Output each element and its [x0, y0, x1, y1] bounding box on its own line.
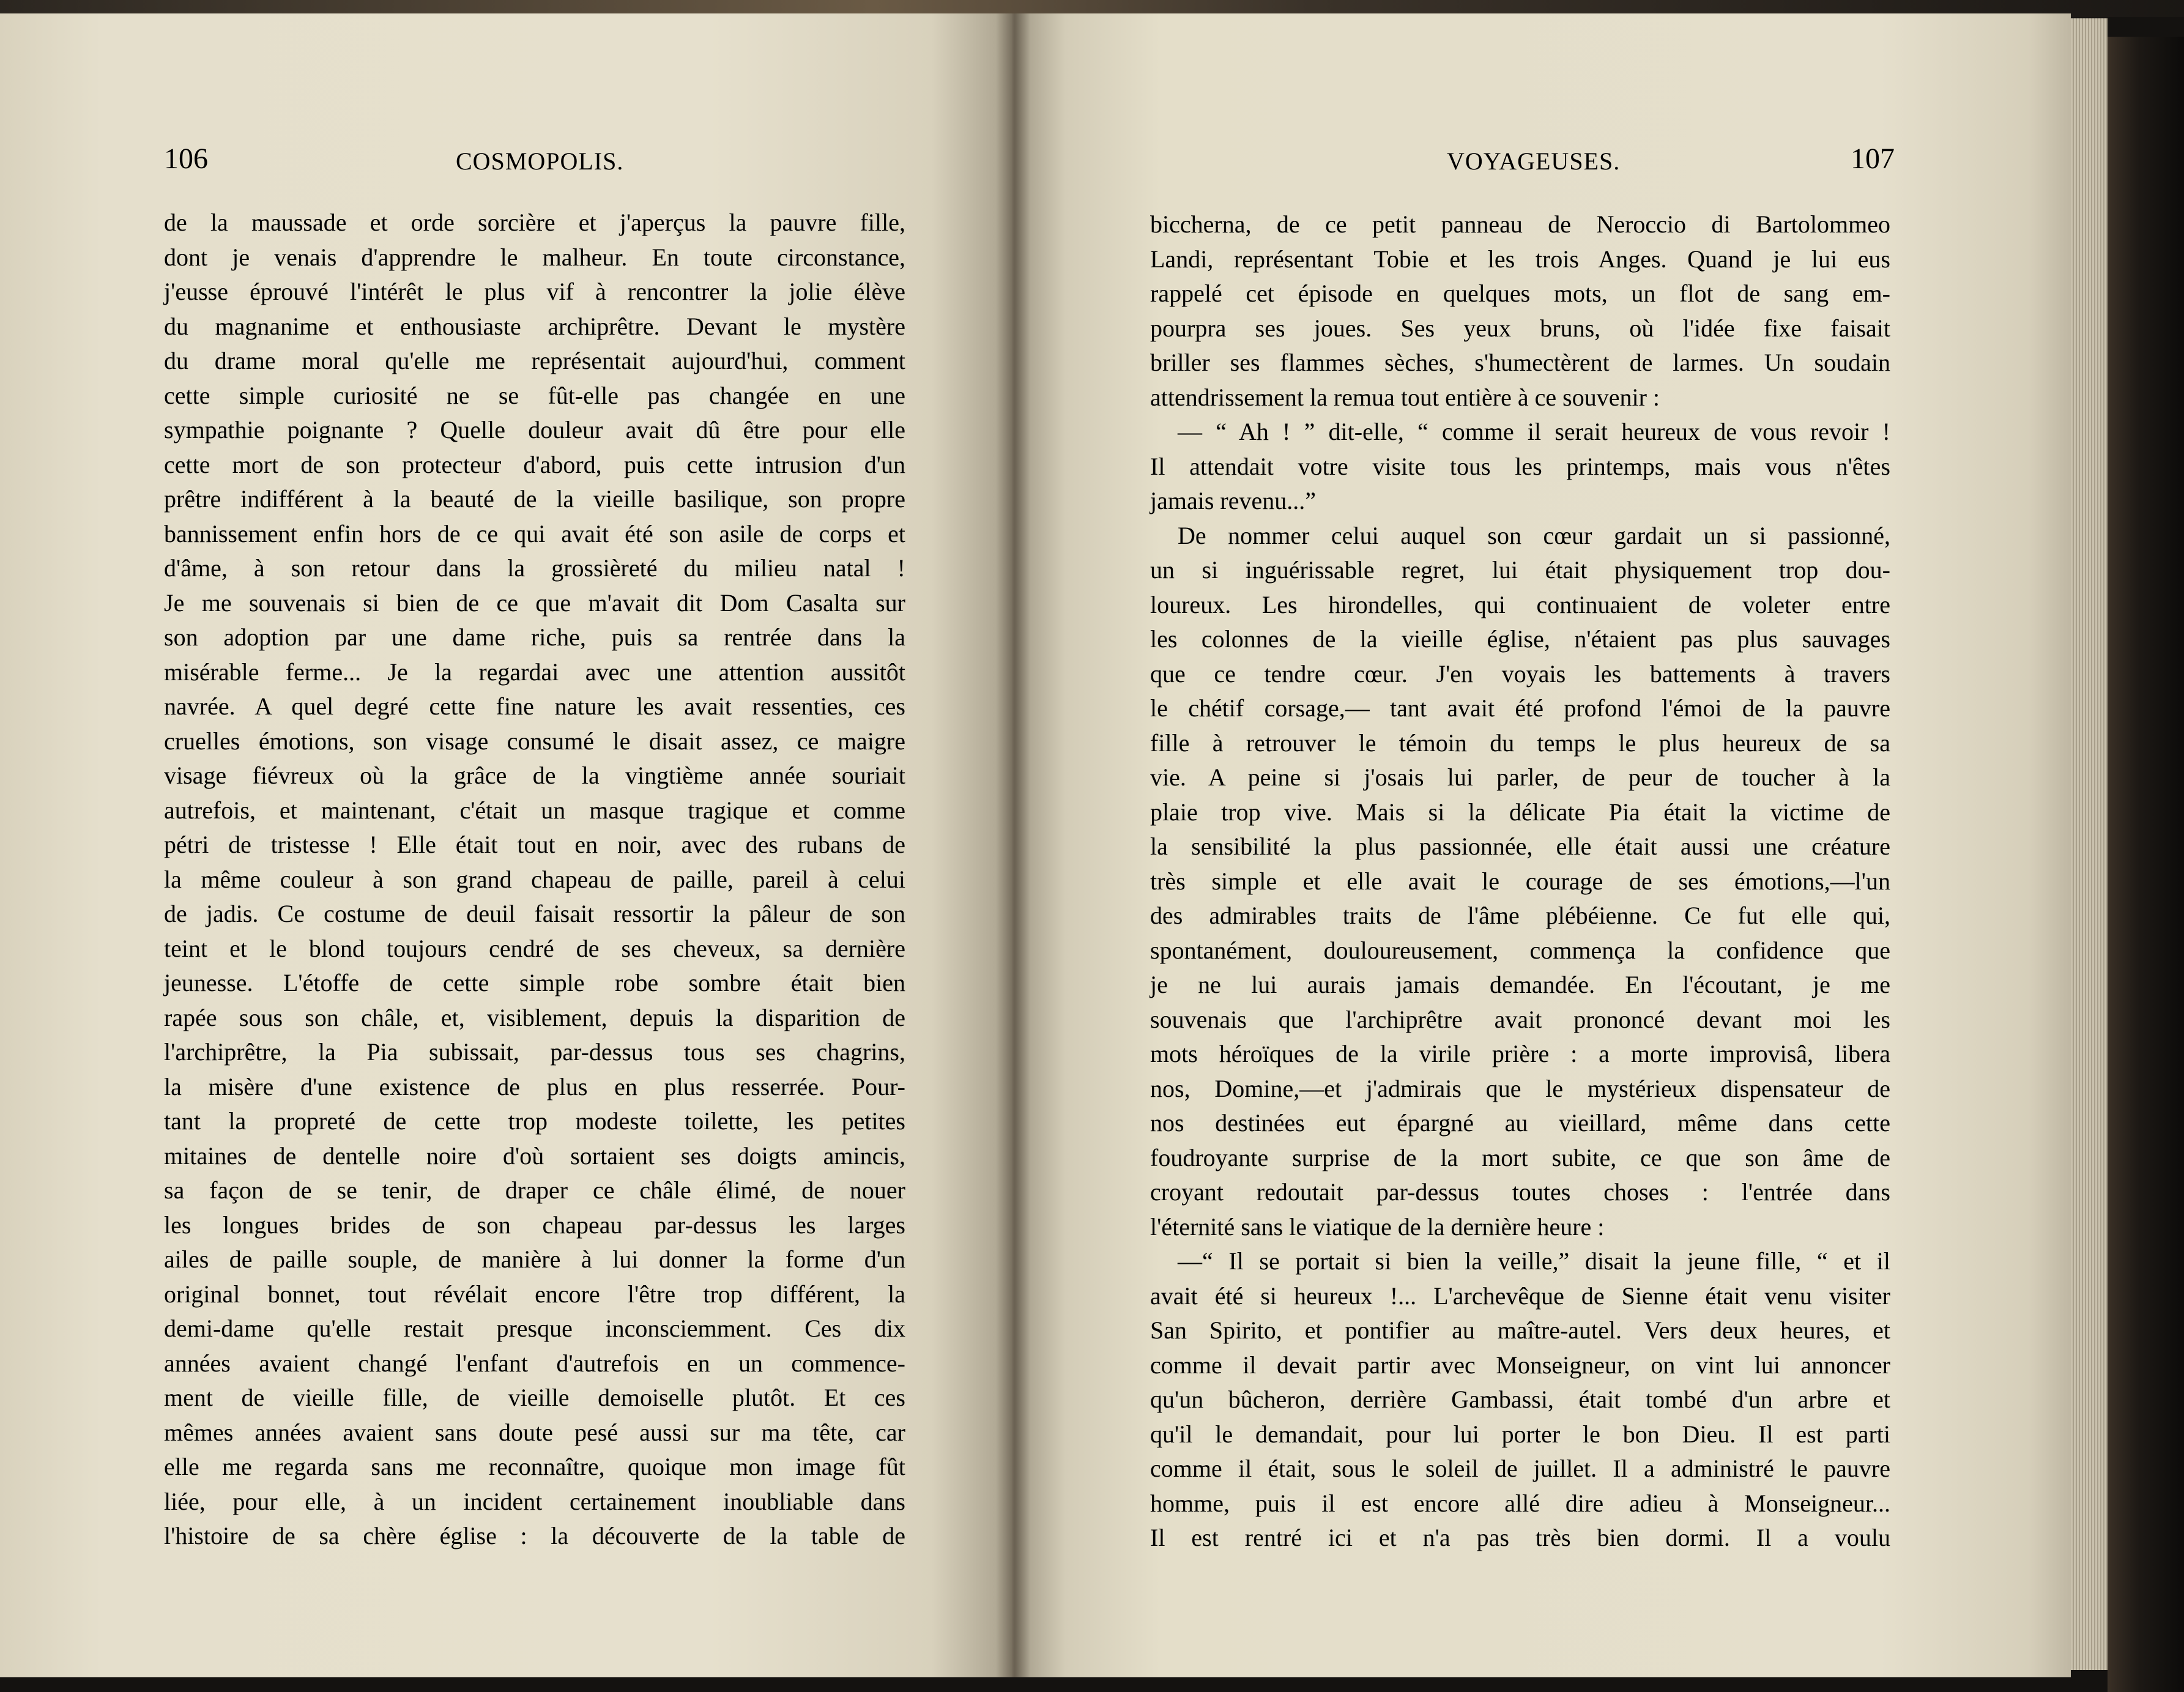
text-line: rapée sous son châle, et, visiblement, depuis la disparition de	[164, 1003, 905, 1031]
text-line: prêtre indifférent à la beauté de la vieille basilique, son propre	[164, 485, 905, 513]
text-line: avait été si heureux !... L'archevêque de Sienne était venu visiter	[1150, 1282, 1890, 1310]
text-line: les longues brides de son chapeau par-dessus les larges	[164, 1211, 905, 1239]
text-line: biccherna, de ce petit panneau de Neroccio di Bartolommeo	[1150, 210, 1890, 238]
text-line: les colonnes de la vieille église, n'étaient pas plus sauvages	[1150, 625, 1890, 653]
text-line: Il est rentré ici et n'a pas très bien dormi. Il a voulu	[1150, 1524, 1890, 1551]
text-line: du magnanime et enthousiaste archiprêtre. Devant le mystère	[164, 312, 905, 340]
text-line: années avaient changé l'enfant d'autrefois en un commence-	[164, 1349, 905, 1377]
text-line: son adoption par une dame riche, puis sa rentrée dans la	[164, 623, 905, 651]
text-line: croyant redoutait par-dessus toutes choses : l'entrée dans	[1150, 1178, 1890, 1206]
text-line: souvenais que l'archiprêtre avait prononcé devant moi les	[1150, 1005, 1890, 1033]
text-line: cruelles émotions, son visage consumé le disait assez, ce maigre	[164, 727, 905, 755]
text-line: du drame moral qu'elle me représentait aujourd'hui, comment	[164, 347, 905, 374]
text-line: cette simple curiosité ne se fût-elle pas changée en une	[164, 381, 905, 409]
text-line: briller ses flammes sèches, s'humectèrent de larmes. Un soudain	[1150, 349, 1890, 376]
text-line: — “ Ah ! ” dit-elle, “ comme il serait heureux de vous revoir !	[1178, 418, 1890, 445]
text-line: Il attendait votre visite tous les printemps, mais vous n'êtes	[1150, 452, 1890, 480]
text-line: comme il était, sous le soleil de juillet. Il a administré le pauvre	[1150, 1455, 1890, 1482]
text-line: l'histoire de sa chère église : la découverte de la table de	[164, 1522, 905, 1549]
text-line: jeunesse. L'étoffe de cette simple robe sombre était bien	[164, 969, 905, 996]
text-line: très simple et elle avait le courage de ses émotions,—l'un	[1150, 867, 1890, 895]
text-line: nos destinées eut épargné au vieillard, même dans cette	[1150, 1109, 1890, 1137]
text-line: homme, puis il est encore allé dire adieu à Monseigneur...	[1150, 1489, 1890, 1517]
text-line: l'archiprêtre, la Pia subissait, par-dessus tous ses chagrins,	[164, 1038, 905, 1066]
text-line: bannissement enfin hors de ce qui avait été son asile de corps et	[164, 519, 905, 547]
text-line: la sensibilité la plus passionnée, elle était aussi une créature	[1150, 833, 1890, 860]
text-line: jamais revenu...”	[1150, 487, 1316, 514]
text-line: rappelé cet épisode en quelques mots, un flot de sang em-	[1150, 280, 1890, 307]
text-line: le chétif corsage,— tant avait été profond l'émoi de la pauvre	[1150, 694, 1890, 722]
text-line: San Spirito, et pontifier au maître-autel. Vers deux heures, et	[1150, 1316, 1890, 1344]
left-running-head: COSMOPOLIS.	[456, 147, 624, 175]
text-line: mitaines de dentelle noire d'où sortaient ses doigts amincis,	[164, 1141, 905, 1170]
right-body-text	[1150, 207, 1890, 1556]
text-line: que ce tendre cœur. J'en voyais les battements à travers	[1150, 659, 1890, 688]
text-line: elle me regarda sans me reconnaître, quoique mon image fût	[164, 1453, 905, 1480]
text-line: de la maussade et orde sorcière et j'aperçus la pauvre fille,	[164, 209, 905, 236]
left-page-number: 106	[164, 143, 208, 175]
text-line: sa façon de se tenir, de draper ce châle élimé, de nouer	[164, 1176, 905, 1204]
text-line: la misère d'une existence de plus en plus resserrée. Pour-	[164, 1072, 905, 1100]
right-running-head: VOYAGEUSES.	[1447, 147, 1621, 175]
text-line: pourpra ses joues. Ses yeux bruns, où l'idée fixe faisait	[1150, 314, 1890, 342]
text-line: demi-dame qu'elle restait presque inconsciemment. Ces dix	[164, 1315, 905, 1342]
text-line: tant la propreté de cette trop modeste toilette, les petites	[164, 1107, 905, 1135]
text-line: mots héroïques de la virile prière : a morte improvisâ, libera	[1150, 1040, 1890, 1067]
text-line: misérable ferme... Je la regardai avec une attention aussitôt	[164, 658, 905, 686]
text-line: des admirables traits de l'âme plébéienne. Ce fut elle qui,	[1150, 902, 1890, 929]
text-line: spontanément, douloureusement, commença la confidence que	[1150, 936, 1890, 964]
text-line: plaie trop vive. Mais si la délicate Pia était la victime de	[1150, 798, 1890, 826]
text-line: —“ Il se portait si bien la veille,” disait la jeune fille, “ et il	[1178, 1247, 1890, 1275]
text-line: qu'il le demandait, pour lui porter le bon Dieu. Il est parti	[1150, 1420, 1890, 1448]
book-cover-edge	[2108, 37, 2184, 1692]
text-line: attendrissement la remua tout entière à ce souvenir :	[1150, 383, 1660, 411]
text-line: original bonnet, tout révélait encore l'être trop différent, la	[164, 1280, 905, 1308]
text-line: ailes de paille souple, de manière à lui donner la forme d'un	[164, 1245, 905, 1273]
text-line: fille à retrouver le témoin du temps le plus heureux de sa	[1150, 729, 1890, 757]
right-page-number: 107	[1851, 143, 1895, 175]
book-gutter	[996, 13, 1030, 1677]
text-line: foudroyante surprise de la mort subite, ce que son âme de	[1150, 1143, 1890, 1171]
text-line: visage fiévreux où la grâce de la vingtième année souriait	[164, 762, 905, 789]
text-line: j'eusse éprouvé l'intérêt le plus vif à rencontrer la jolie élève	[164, 278, 905, 305]
text-line: Landi, représentant Tobie et les trois Anges. Quand je lui eus	[1150, 245, 1890, 273]
page-stack-edge	[2071, 18, 2108, 1670]
text-line: navrée. A quel degré cette fine nature les avait ressenties, ces	[164, 692, 905, 720]
text-line: teint et le blond toujours cendré de ses cheveux, sa dernière	[164, 934, 905, 962]
text-line: un si inguérissable regret, lui était physiquement trop dou-	[1150, 556, 1890, 584]
text-line: pétri de tristesse ! Elle était tout en noir, avec des rubans de	[164, 831, 905, 858]
left-body-text	[164, 206, 905, 1554]
text-line: je ne lui aurais jamais demandée. En l'écoutant, je me	[1150, 971, 1890, 998]
text-line: dont je venais d'apprendre le malheur. En toute circonstance,	[164, 243, 905, 271]
text-line: comme il devait partir avec Monseigneur, on vint lui annoncer	[1150, 1351, 1890, 1379]
text-line: loureux. Les hirondelles, qui continuaient de voleter entre	[1150, 590, 1890, 618]
text-line: Je me souvenais si bien de ce que m'avait dit Dom Casalta sur	[164, 588, 905, 617]
text-line: De nommer celui auquel son cœur gardait un si passionné,	[1178, 521, 1890, 549]
text-line: ment de vieille fille, de vieille demoiselle plutôt. Et ces	[164, 1384, 905, 1411]
text-line: liée, pour elle, à un incident certainement inoubliable dans	[164, 1487, 905, 1515]
text-line: l'éternité sans le viatique de la dernière heure :	[1150, 1212, 1605, 1241]
text-line: la même couleur à son grand chapeau de paille, pareil à celui	[164, 865, 905, 893]
text-line: qu'un bûcheron, derrière Gambassi, était tombé d'un arbre et	[1150, 1386, 1890, 1413]
text-line: d'âme, à son retour dans la grossièreté du milieu natal !	[164, 554, 905, 582]
text-line: nos, Domine,—et j'admirais que le mystérieux dispensateur de	[1150, 1074, 1890, 1102]
text-line: cette mort de son protecteur d'abord, puis cette intrusion d'un	[164, 450, 905, 478]
text-line: sympathie poignante ? Quelle douleur avait dû être pour elle	[164, 416, 905, 443]
text-line: mêmes années avaient sans doute pesé aussi sur ma tête, car	[164, 1418, 905, 1446]
text-line: de jadis. Ce costume de deuil faisait ressortir la pâleur de son	[164, 900, 905, 927]
text-line: vie. A peine si j'osais lui parler, de peur de toucher à la	[1150, 763, 1890, 791]
text-line: autrefois, et maintenant, c'était un masque tragique et comme	[164, 796, 905, 824]
